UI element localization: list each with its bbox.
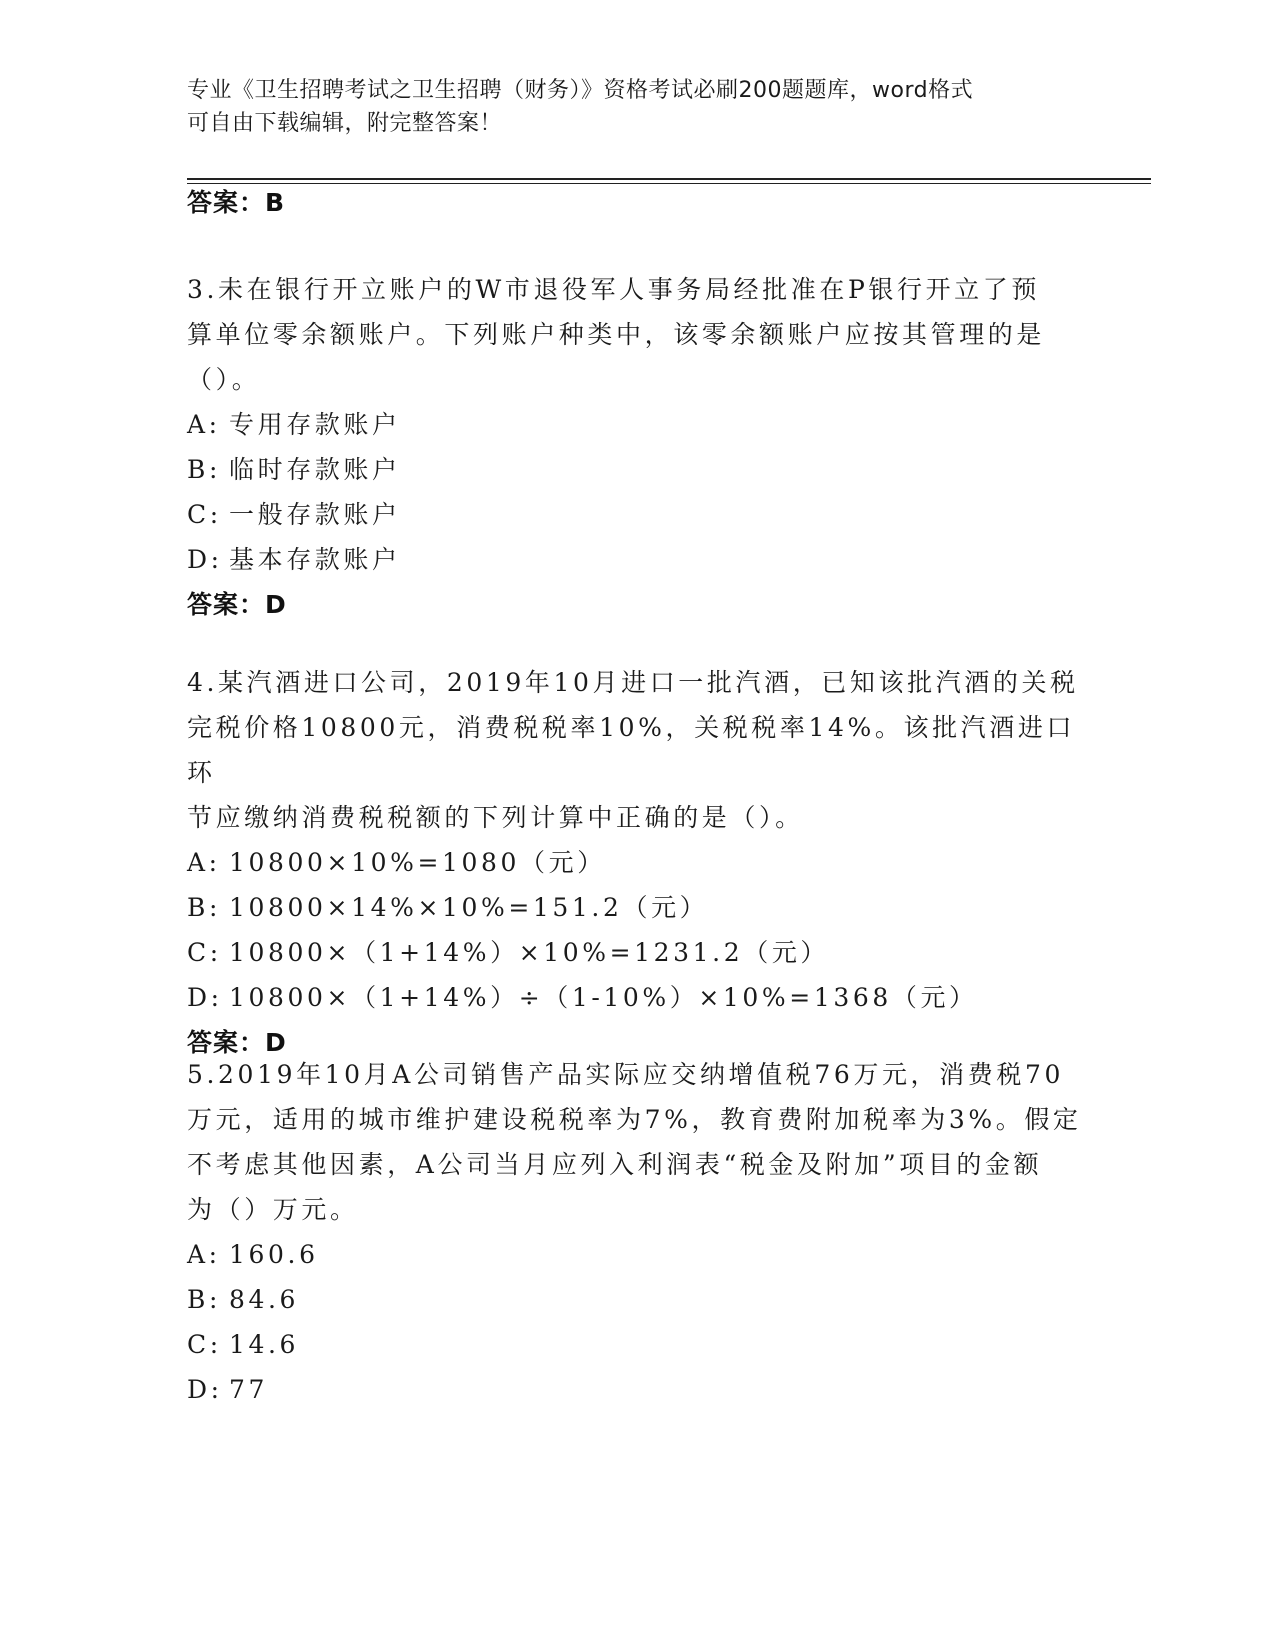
option-c [187,1322,1147,1367]
option-text: 160.6 [229,1240,319,1269]
option-key: C: [187,1330,222,1359]
question-stem [187,267,1092,402]
option-key: B: [187,893,221,922]
stem-line: 算单位零余额账户。下列账户种类中，该零余额账户应按其管理的是 [187,320,1046,349]
option-a [187,1232,1147,1277]
option-text: 14.6 [229,1330,300,1359]
option-a [187,840,1147,885]
stem-line: 3.未在银行开立账户的W市退役军人事务局经批准在P银行开立了预 [187,275,1040,304]
option-text: 10800×（1+14%）÷（1-10%）×10%=1368（元） [229,983,978,1012]
option-key: C: [187,938,222,967]
header-line-2: 可自由下载编辑，附完整答案！ [187,111,503,136]
previous-answer: 答案：B [187,188,286,217]
option-key: B: [187,1285,221,1314]
option-key: D: [187,545,223,574]
question-4 [187,660,1147,1065]
option-text: 一般存款账户 [229,500,401,529]
stem-line: （）。 [187,365,261,394]
option-d [187,975,1147,1020]
stem-line: 4.某汽酒进口公司，2019年10月进口一批汽酒，已知该批汽酒的关税 [187,668,1079,697]
option-c [187,930,1147,975]
option-b [187,447,1147,492]
option-key: A: [187,1240,221,1269]
option-c [187,492,1147,537]
question-5 [187,1052,1147,1412]
answer: 答案：D [187,590,287,619]
option-text: 10800×14%×10%=151.2（元） [229,893,709,922]
option-text: 基本存款账户 [229,545,401,574]
question-3 [187,267,1147,627]
option-text: 84.6 [229,1285,300,1314]
header-line-1: 专业《卫生招聘考试之卫生招聘（财务）》资格考试必刷200题题库，word格式 [187,78,974,103]
stem-line: 节应缴纳消费税税额的下列计算中正确的是（）。 [187,803,804,832]
option-text: 77 [229,1375,269,1404]
option-key: D: [187,1375,223,1404]
question-stem [187,1052,1092,1232]
option-key: C: [187,500,222,529]
option-d [187,1367,1147,1412]
option-text: 10800×10%=1080（元） [229,848,606,877]
option-a [187,402,1147,447]
answer: 答案：D [187,1028,287,1057]
document-header [187,74,1087,140]
option-b [187,885,1147,930]
option-key: A: [187,410,221,439]
option-key: A: [187,848,221,877]
option-text: 临时存款账户 [229,455,401,484]
stem-line: 不考虑其他因素，A公司当月应列入利润表“税金及附加”项目的金额 [187,1150,1043,1179]
option-key: D: [187,983,223,1012]
stem-line: 5.2019年10月A公司销售产品实际应交纳增值税76万元，消费税70 [187,1060,1064,1089]
stem-line: 万元，适用的城市维护建设税税率为7%，教育费附加税率为3%。假定 [187,1105,1082,1134]
stem-line: 完税价格10800元，消费税税率10%，关税税率14%。该批汽酒进口环 [187,713,1076,787]
question-stem [187,660,1092,840]
option-d [187,537,1147,582]
option-b [187,1277,1147,1322]
stem-line: 为（）万元。 [187,1195,359,1224]
option-text: 专用存款账户 [229,410,401,439]
option-text: 10800×（1+14%）×10%=1231.2（元） [229,938,830,967]
option-key: B: [187,455,221,484]
